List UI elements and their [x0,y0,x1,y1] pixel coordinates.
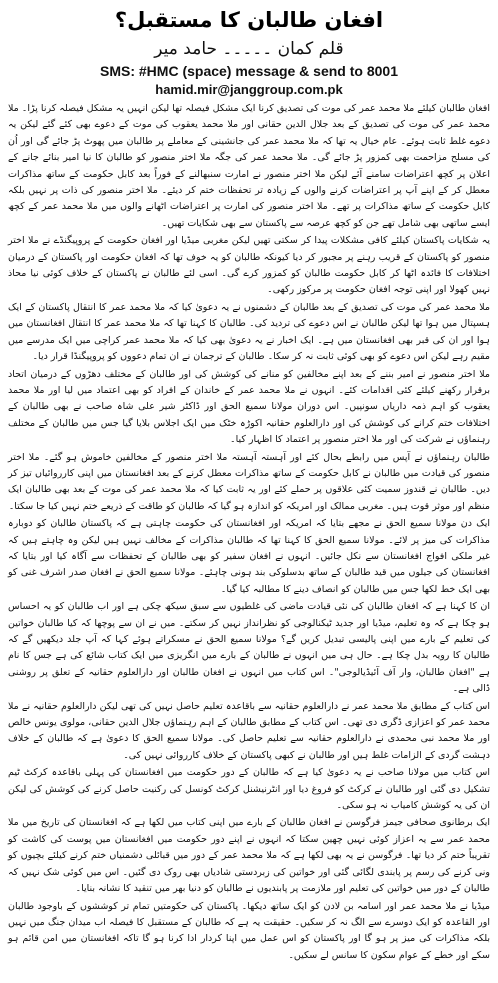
article-paragraph: ملا محمد عمر کی موت کی تصدیق کے بعد طالبان کے دشمنوں نے یہ دعویٰ کیا کہ ملا محمد عمر کا انتقال پاکستان کے ایک ہسپتال میں ہوا تھا لیکن طالبان نے اس دعوے کی تردید کی۔ طالبان کا کہنا تھا کہ ملا محمد عمر کا انتقال افغانستان میں ہوا اور ان کی قبر بھی افغانستان میں ہے۔ ایک اخبار نے یہ دعویٰ بھی کیا کہ ملا محمد عمر کراچی میں ایک مدرسے میں مقیم رہے لیکن اس دعوے کو بھی کوئی ثابت نہ کر سکا۔ طالبان کے ترجمان نے ان تمام دعووں کو پروپیگنڈا قرار دیا۔ [8,301,490,363]
article-body [8,101,490,964]
article-paragraph: ایک دن مولانا سمیع الحق نے مجھے بتایا کہ امریکہ اور افغانستان کی حکومت چاہتی ہے کہ پاکستان طالبان کو دوبارہ مذاکرات کی میز پر لائے۔ مولانا سمیع الحق کا کہنا تھا کہ طالبان مذاکرات کے مخالف نہیں ہیں لیکن وہ چاہتے ہیں کہ غیر ملکی افواج افغانستان سے نکل جائیں۔ انہوں نے افغان سفیر کو بھی طالبان کے تحفظات سے آگاہ کیا اور بتایا کہ افغانستان کی جیلوں میں قید طالبان کے ساتھ بدسلوکی بند ہونی چاہئے۔ مولانا سمیع الحق نے افغان صدر اشرف غنی کو بھی ایک خط لکھا جس میں طالبان کو انصاف دینے کا مطالبہ کیا گیا۔ [8,518,490,595]
article-paragraph: اس کتاب کے مطابق ملا محمد عمر نے دارالعلوم حقانیہ سے باقاعدہ تعلیم حاصل نہیں کی تھی لیکن دارالعلوم حقانیہ نے ملا محمد عمر کو اعزازی ڈگری دی تھی۔ اس کتاب کے مطابق طالبان کے اہم رہنماؤں جلال الدین حقانی، مولوی یونس خالص اور ملا محمد نبی محمدی نے دارالعلوم حقانیہ سے تعلیم حاصل کی۔ مولانا سمیع الحق کا دعویٰ ہے کہ طالبان کے خلاف دہشت گردی کے الزامات غلط ہیں اور طالبان نے کبھی پاکستان کے خلاف کارروائی نہیں کی۔ [8,700,490,761]
article-byline: قلم کمان ۔۔۔۔۔ حامد میر [154,39,344,59]
sms-line: SMS: #HMC (space) message & send to 8001 [100,63,398,79]
article-paragraph: میڈیا نے ملا محمد عمر اور اسامہ بن لادن کو ایک ساتھ دیکھا۔ پاکستان کی حکومتیں تمام تر کوششوں کے باوجود طالبان اور القاعدہ کو ایک دوسرے سے الگ نہ کر سکیں۔ حقیقت یہ ہے کہ طالبان کے مستقبل کا فیصلہ اب میدان جنگ میں نہیں بلکہ مذاکرات کی میز پر ہو گا اور پاکستان کو اس عمل میں اپنا کردار ادا کرنا ہو گا تاکہ افغانستان میں امن قائم ہو سکے اور خطے کے عوام سکون کا سانس لے سکیں۔ [8,900,490,961]
article-paragraph: ملا اختر منصور نے امیر بننے کے بعد اپنے مخالفین کو منانے کی کوشش کی اور طالبان کے مختلف دھڑوں کے درمیان اتحاد برقرار رکھنے کیلئے کئی اقدامات کئے۔ انہوں نے ملا محمد عمر کے خاندان کے افراد کو بھی اعتماد میں لیا اور ملا محمد یعقوب کو اہم ذمہ داریاں سونپیں۔ اس دوران مولانا سمیع الحق اور ڈاکٹر شیر علی شاہ صاحب نے بھی طالبان کے اختلافات ختم کرانے کی کوشش کی اور دارالعلوم حقانیہ اکوڑہ خٹک میں ایک اجلاس بلایا گیا جس میں طالبان کے مختلف رہنماؤں نے شرکت کی اور ملا اختر منصور پر اعتماد کا اظہار کیا۔ [8,368,490,446]
article-paragraph: افغان طالبان کیلئے ملا محمد عمر کی موت کی تصدیق کرنا ایک مشکل فیصلہ تھا لیکن انہیں یہ مشکل فیصلہ کرنا پڑا۔ ملا محمد عمر کی موت کی تصدیق کے بعد جلال الدین حقانی اور ملا محمد یعقوب کی موت کے دعوے بھی کئے گئے لیکن یہ دعوے غلط ثابت ہوئے۔ عام خیال یہ تھا کہ ملا محمد عمر کی جانشینی کے معاملے پر طالبان میں پھوٹ پڑ جائے گی اور اُن کی مسلح مزاحمت بھی کمزور پڑ جائے گی۔ ملا محمد عمر کی جگہ ملا اختر منصور کو طالبان کا نیا امیر بنائے جانے کے اعلان پر کچھ اعتراضات سامنے آئے لیکن ملا اختر منصور نے امارت سنبھالنے کے فوراً بعد کابل حکومت کے ساتھ مذاکرات معطل کر کے اپنے آپ پر اعتراضات کرنے والوں کے زیادہ تر تحفظات ختم کر دیئے۔ ملا اختر منصور کی ذات پر نہیں بلکہ کابل حکومت کے ساتھ مذاکرات پر تھے۔ ملا اختر منصور کی امارت پر اعتراضات اٹھانے والوں میں ملا محمد عمر کے کچھ ایسے ساتھی بھی شامل تھے جن کو کچھ عرصہ سے پاکستان سے بھی شکایات تھیں۔ [8,103,490,229]
article-paragraph: یہ شکایات پاکستان کیلئے کافی مشکلات پیدا کر سکتی تھیں لیکن مغربی میڈیا اور افغان حکومت کے پروپیگنڈے نے ملا اختر منصور کو پاکستان کے قریب رہنے پر مجبور کر دیا کیونکہ طالبان کو یہ خوف تھا کہ افغان حکومت اور پاکستان کے درمیان اختلافات کا فائدہ اٹھا کر کابل حکومت طالبان کو کمزور کرے گی۔ اسی لئے طالبان نے پاکستان کے خلاف کوئی نیا محاذ نہیں کھولا اور اپنی توجہ افغان حکومت پر مرکوز رکھی۔ [8,235,490,296]
article-paragraph: ان کا کہنا ہے کہ افغان طالبان کی نئی قیادت ماضی کی غلطیوں سے سبق سیکھ چکی ہے اور اب طالبان کو یہ احساس ہو چکا ہے کہ وہ تعلیم، میڈیا اور جدید ٹیکنالوجی کو نظرانداز نہیں کر سکتے۔ میں نے ان سے پوچھا کہ کیا طالبان خواتین کی تعلیم کے بارے میں اپنی پالیسی تبدیل کریں گے؟ مولانا سمیع الحق نے مسکراتے ہوئے کہا کہ آپ جلد دیکھیں گے کہ طالبان کا رویہ بدل چکا ہے۔ حال ہی میں انہوں نے طالبان کے بارے میں انگریزی میں ایک کتاب شائع کی ہے جس کا نام ہے "افغان طالبان، وار آف آئیڈیالوجی"۔ اس کتاب میں انہوں نے افغان طالبان اور دارالعلوم حقانیہ کے تعلق پر روشنی ڈالی ہے۔ [8,601,490,695]
author-email: hamid.mir@janggroup.com.pk [155,82,343,97]
article-paragraph: اس کتاب میں مولانا صاحب نے یہ دعویٰ کیا ہے کہ طالبان کے دور حکومت میں افغانستان کی پہلی باقاعدہ کرکٹ ٹیم تشکیل دی گئی اور طالبان نے کرکٹ کو فروغ دیا اور انٹرنیشنل کرکٹ کونسل کی رکنیت حاصل کرنے کی کوشش کی لیکن ان کی یہ کوشش کامیاب نہ ہو سکی۔ [8,767,490,812]
article-paragraph: طالبان رہنماؤں نے آپس میں رابطے بحال کئے اور آہستہ آہستہ ملا اختر منصور کے مخالفین خاموش ہو گئے۔ ملا اختر منصور کی قیادت میں طالبان نے کابل حکومت کے ساتھ مذاکرات معطل کرنے کے بعد افغانستان میں اپنی کارروائیاں تیز کر دیں۔ طالبان نے قندوز سمیت کئی علاقوں پر حملے کئے اور یہ ثابت کیا کہ ملا محمد عمر کی موت کے بعد بھی طالبان ایک منظم اور موثر قوت ہیں۔ مغربی ممالک اور امریکہ کو اندازہ ہو گیا کہ طالبان کو طاقت کے ذریعے ختم نہیں کیا جا سکتا۔ [8,451,490,512]
article-column [8,6,490,964]
article-headline: افغان طالبان کا مستقبل؟ [114,8,384,32]
article-paragraph: ایک برطانوی صحافی جیمز فرگوسن نے افغان طالبان کے بارے میں اپنی کتاب میں لکھا ہے کہ افغانستان کی تاریخ میں ملا محمد عمر سے یہ اعزاز کوئی نہیں چھین سکتا کہ انہوں نے اپنے دور حکومت میں افغانستان میں پوست کی کاشت کو تقریباً ختم کر دیا تھا۔ فرگوسن نے یہ بھی لکھا ہے کہ ملا محمد عمر کے دور میں قبائلی دشمنیاں ختم کرنے کیلئے بچیوں کو ونی کرنے کی رسم پر پابندی لگائی گئی اور خواتین کی زبردستی شادیاں بھی روک دی گئیں۔ اس میں کوئی شک نہیں کہ طالبان کے دور میں خواتین کی تعلیم اور ملازمت پر پابندیوں نے طالبان کو دنیا بھر میں تنقید کا نشانہ بنایا۔ [8,817,490,895]
